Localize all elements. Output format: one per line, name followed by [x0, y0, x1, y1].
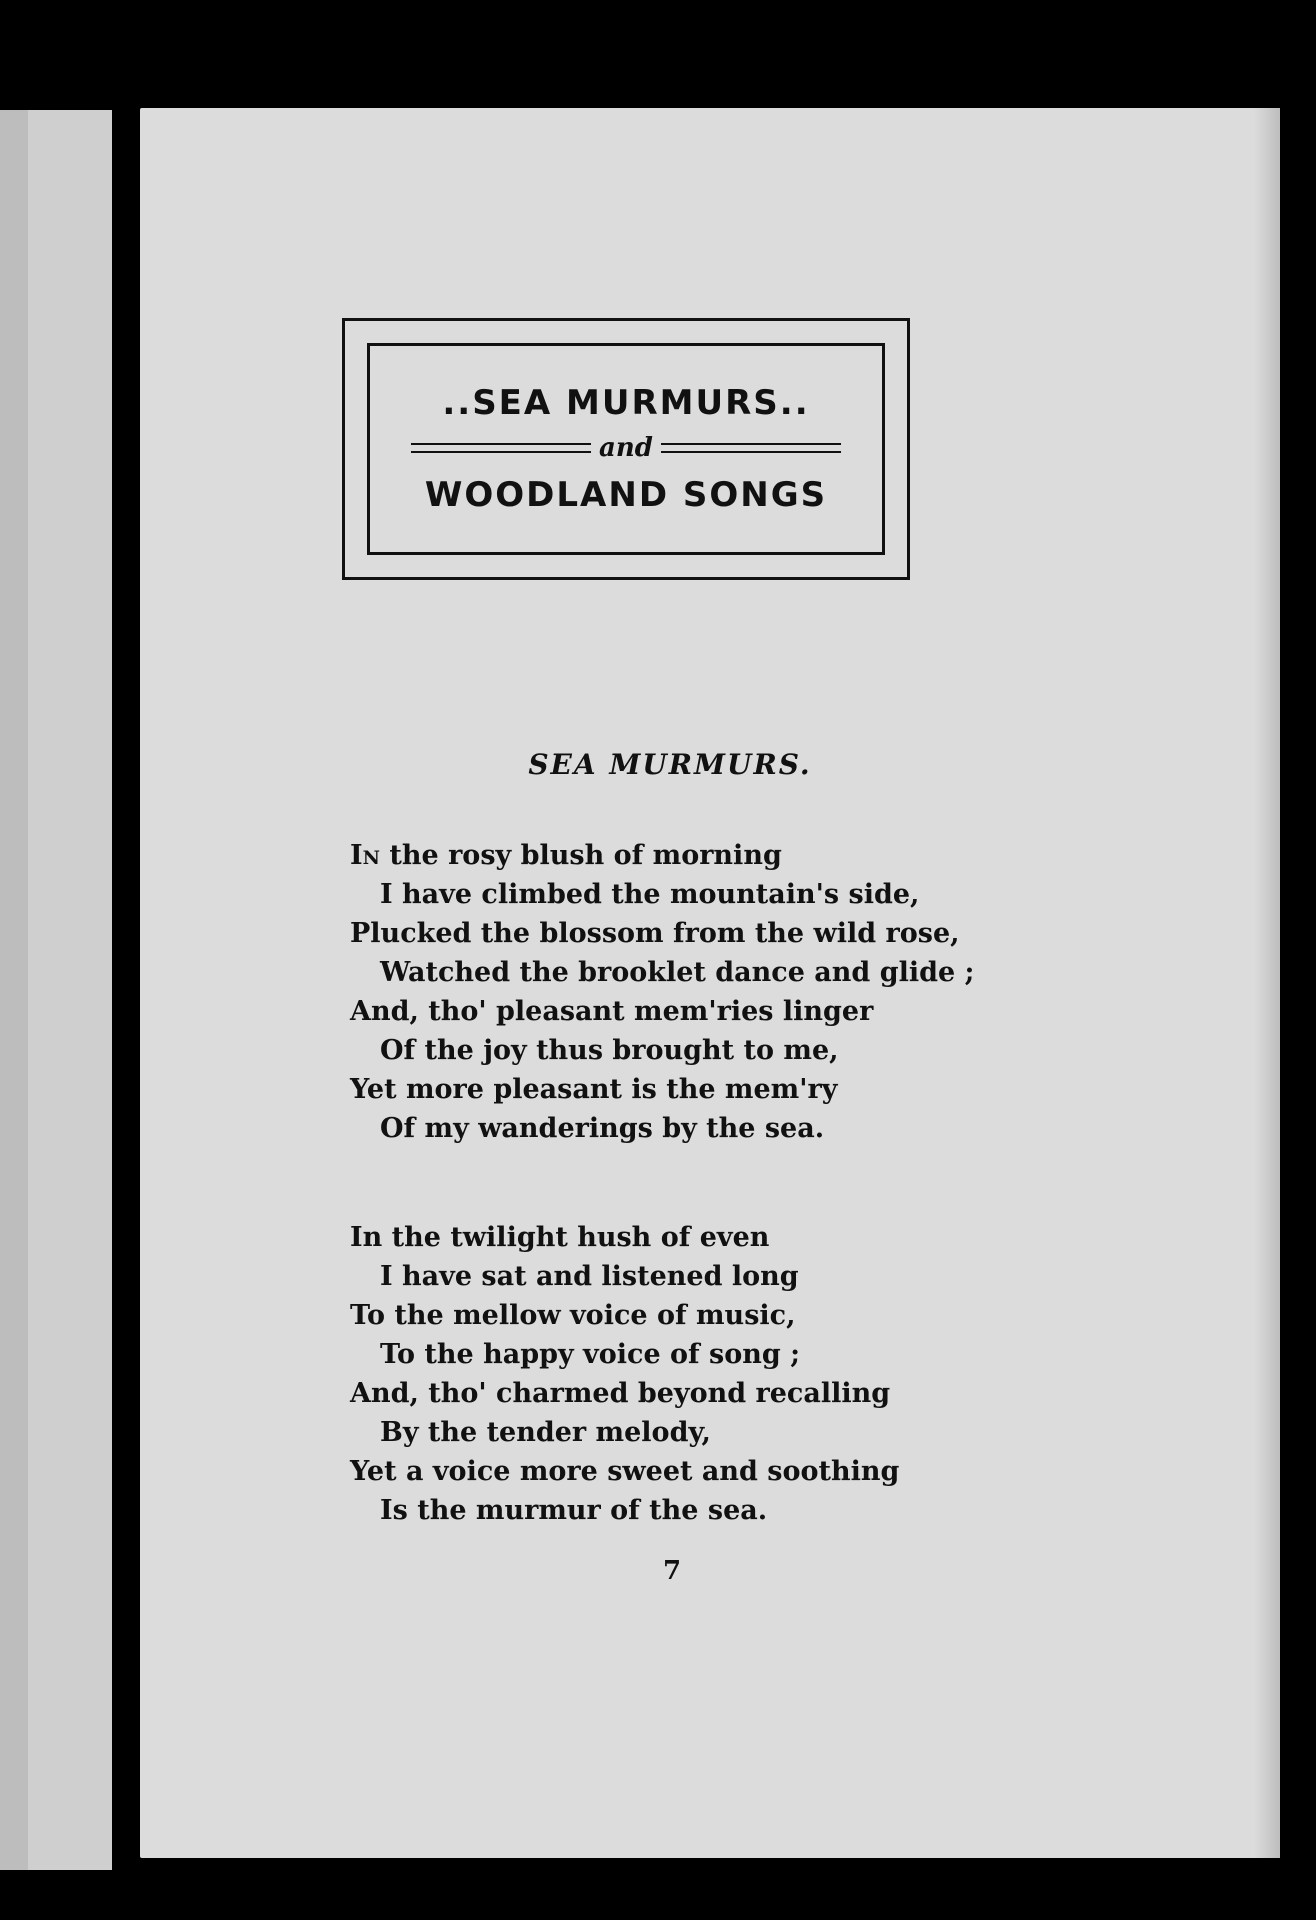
- poem-line: In the twilight hush of even: [350, 1222, 770, 1253]
- book-title-line-2: WOODLAND SONGS: [424, 475, 828, 515]
- poem-line: By the tender melody,: [380, 1417, 711, 1448]
- book-page: [140, 108, 1280, 1858]
- poem-line: [350, 836, 975, 875]
- title-and-word: and: [599, 433, 653, 463]
- title-frame-inner: [367, 343, 885, 555]
- poem-title: SEA MURMURS.: [528, 748, 812, 781]
- poem-line: I have sat and listened long: [380, 1261, 799, 1292]
- title-frame: [342, 318, 910, 580]
- poem-line: And, tho' charmed beyond recalling: [350, 1378, 891, 1409]
- stanza-2: [350, 1218, 899, 1530]
- line-text: the rosy blush of morning: [380, 840, 782, 871]
- poem-line: Yet more pleasant is the mem'ry: [350, 1074, 838, 1105]
- drop-word: In: [350, 840, 380, 871]
- poem-line: Yet a voice more sweet and soothing: [350, 1456, 900, 1487]
- poem-line: To the mellow voice of music,: [350, 1300, 796, 1331]
- page-edge-shadow: [1254, 108, 1280, 1858]
- stanza-1: [350, 836, 975, 1148]
- poem-line: Of the joy thus brought to me,: [380, 1035, 839, 1066]
- page-number: 7: [662, 1556, 682, 1586]
- poem-line: And, tho' pleasant mem'ries linger: [350, 996, 874, 1027]
- divider-rule-right: [661, 443, 841, 453]
- poem-line: Is the murmur of the sea.: [380, 1495, 768, 1526]
- poem-line: I have climbed the mountain's side,: [380, 879, 920, 910]
- left-page-margin: [0, 110, 28, 1870]
- book-title-line-1: ..SEA MURMURS..: [442, 383, 810, 423]
- divider-rule-left: [411, 443, 591, 453]
- poem-line: Plucked the blossom from the wild rose,: [350, 918, 960, 949]
- poem-line: To the happy voice of song ;: [380, 1339, 801, 1370]
- title-divider: [411, 433, 841, 463]
- poem-line: Watched the brooklet dance and glide ;: [380, 957, 975, 988]
- poem-line: Of my wanderings by the sea.: [380, 1113, 825, 1144]
